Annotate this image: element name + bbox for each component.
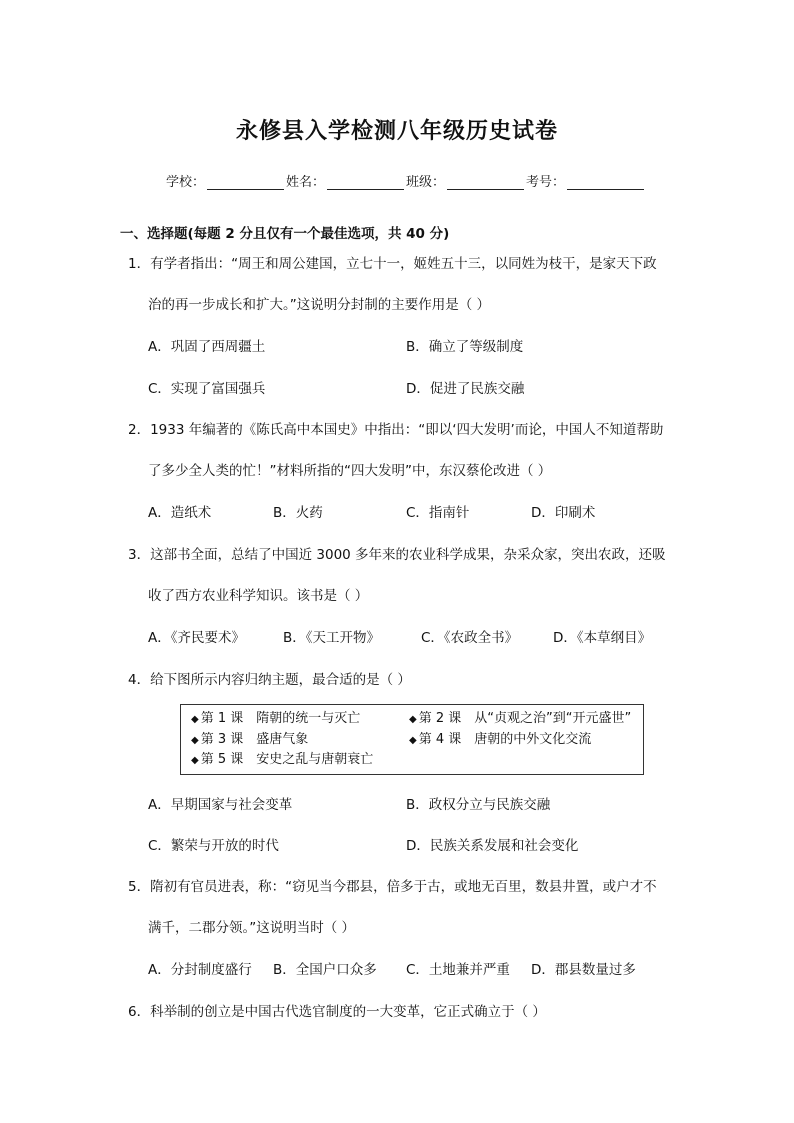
question-5 [128, 877, 657, 897]
exam-no-blank[interactable] [567, 177, 644, 190]
question-1-continued: 治的再一步成长和扩大。”这说明分封制的主要作用是（ ） [148, 297, 491, 313]
question-3 [128, 545, 666, 565]
school-blank[interactable] [207, 177, 284, 190]
question-text: 有学者指出：“周王和周公建国，立七十一，姬姓五十三，以同姓为枝干，是家天下政 [150, 256, 657, 272]
question-3-continued: 收了西方农业科学知识。该书是（ ） [148, 588, 369, 604]
page-title: 永修县入学检测八年级历史试卷 [235, 119, 558, 144]
q2-option-c: C．指南针 [406, 505, 470, 521]
lesson-table [180, 704, 644, 775]
lesson-table-cell: ◆ 第 4 课 唐朝的中外文化交流 [409, 732, 592, 747]
lesson-table-cell: ◆ 第 5 课 安史之乱与唐朝衰亡 [191, 752, 374, 767]
question-number: 3． [128, 547, 151, 563]
name-blank[interactable] [327, 177, 404, 190]
lesson-table-cell: ◆ 第 3 课 盛唐气象 [191, 732, 309, 747]
question-6 [128, 1002, 546, 1022]
question-number: 2． [128, 422, 151, 438]
question-2-continued: 了多少全人类的忙！”材料所指的“四大发明”中，东汉蔡伦改进（ ） [148, 463, 552, 479]
q1-option-b: B．确立了等级制度 [406, 339, 524, 355]
section-heading: 一、选择题(每题 2 分且仅有一个最佳选项，共 40 分) [120, 226, 450, 242]
q4-option-b: B．政权分立与民族交融 [406, 797, 551, 813]
class-blank[interactable] [447, 177, 524, 190]
q3-option-c: C．《农政全书》 [421, 630, 519, 646]
question-5-continued: 满千，二郡分领。”这说明当时（ ） [148, 920, 356, 936]
q5-option-a: A．分封制度盛行 [148, 962, 252, 978]
name-label: 姓名： [286, 175, 326, 190]
diamond-bullet-icon: ◆ [191, 714, 199, 725]
q4-option-c: C．繁荣与开放的时代 [148, 838, 279, 854]
question-number: 5． [128, 879, 151, 895]
question-2 [128, 420, 663, 440]
question-number: 1． [128, 256, 151, 272]
question-text: 给下图所示内容归纳主题，最合适的是（ ） [150, 672, 411, 688]
student-info-line [166, 171, 646, 190]
question-number: 4． [128, 672, 151, 688]
question-4 [128, 670, 411, 690]
question-text: 隋初有官员进表，称：“窃见当今郡县，倍多于古，或地无百里，数县井置，或户才不 [150, 879, 657, 895]
diamond-bullet-icon: ◆ [191, 755, 199, 766]
school-label: 学校： [166, 175, 206, 190]
q2-option-b: B．火药 [273, 505, 323, 521]
q5-option-d: D．郡县数量过多 [531, 962, 636, 978]
q1-option-c: C．实现了富国强兵 [148, 381, 266, 397]
q3-option-a: A．《齐民要术》 [148, 630, 245, 646]
diamond-bullet-icon: ◆ [409, 714, 417, 725]
question-1 [128, 254, 657, 274]
q4-option-a: A．早期国家与社会变革 [148, 797, 293, 813]
class-label: 班级： [406, 175, 446, 190]
lesson-table-cell: ◆ 第 1 课 隋朝的统一与灭亡 [191, 711, 361, 726]
q5-option-c: C．土地兼并严重 [406, 962, 510, 978]
q3-option-d: D．《本草纲目》 [553, 630, 652, 646]
q3-option-b: B．《天工开物》 [283, 630, 381, 646]
q4-option-d: D．民族关系发展和社会变化 [406, 838, 579, 854]
q2-option-a: A．造纸术 [148, 505, 212, 521]
question-text: 科举制的创立是中国古代选官制度的一大变革，它正式确立于（ ） [150, 1004, 546, 1020]
exam-no-label: 考号： [526, 175, 566, 190]
q1-option-d: D．促进了民族交融 [406, 381, 525, 397]
question-text: 这部书全面，总结了中国近 3000 多年来的农业科学成果，杂采众家，突出农政，还吸 [150, 547, 666, 563]
lesson-table-cell: ◆ 第 2 课 从“贞观之治”到“开元盛世” [409, 711, 632, 726]
diamond-bullet-icon: ◆ [409, 735, 417, 746]
question-number: 6． [128, 1004, 151, 1020]
q5-option-b: B．全国户口众多 [273, 962, 377, 978]
diamond-bullet-icon: ◆ [191, 735, 199, 746]
q2-option-d: D．印刷术 [531, 505, 596, 521]
question-text: 1933 年编著的《陈氏高中本国史》中指出：“即以‘四大发明’而论，中国人不知道帮助 [150, 422, 664, 438]
q1-option-a: A．巩固了西周疆土 [148, 339, 266, 355]
